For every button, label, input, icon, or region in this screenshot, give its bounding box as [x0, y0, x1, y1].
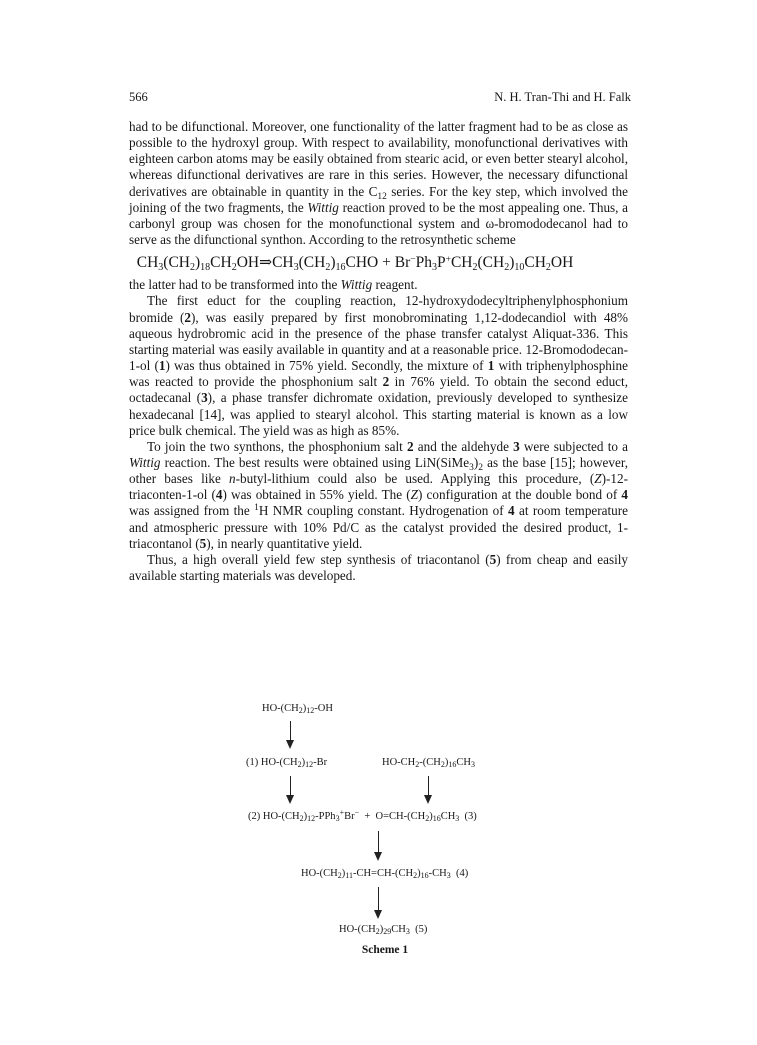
page-number: 566	[129, 90, 148, 104]
body-text	[129, 119, 628, 584]
scheme-start-diol: $HO-(CH_2)_{12}-OH$	[262, 703, 333, 715]
scheme-compound-4: $HO-(CH_2)_{11}-CH=CH-(CH_2)_{16}-CH_3$ (4)	[301, 868, 469, 880]
scheme-compound-2-3: (2) $HO-(CH_2)_{12}-PPh_3^+Br^- + O=CH-(CH_2)_{16}CH_3$ (3)	[248, 808, 477, 823]
paragraph-3: The first educt for the coupling reaction, 12-hydroxydodecyltriphenylphosphonium bromide (2), was easily prepared by first monobrominating 1,12-dodecandiol with 48% aqueous hydrobromic acid in the presence of the phase transfer catalyst Aliquat-336. This starting material was easily available in quantity and at a reasonable price. 12-Bromododecan-1-ol (1) was thus obtained in 75% yield. Secondly, the mixture of 1 with triphenylphosphine was reacted to provide the phosphonium salt 2 in 76% yield. To obtain the second educt, octadecanal (3), a phase transfer dichromate oxidation, previously developed to synthesize hexadecanal [14], was applied to stearyl alcohol. This starting material is known as a low price bulk chemical. The yield was as high as 85%.	[129, 293, 629, 438]
scheme-stearyl-alcohol: $HO-CH_2-(CH_2)_{16}CH_3$	[382, 757, 475, 769]
running-header-authors: N. H. Tran-Thi and H. Falk	[494, 90, 631, 104]
paragraph-4: To join the two synthons, the phosphonium salt 2 and the aldehyde 3 were subjected to a Wittig reaction. The best results were obtained using $LiN(SiMe_3)_2$ as the base [15]; however, other bases like n-butyl-lithium could also be used. Applying this procedure, (Z)-12-triaconten-1-ol (4) was obtained in 55% yield. The (Z) configuration at the double bond of 4 was assigned from the $^1$H NMR coupling constant. Hydrogenation of 4 at room temperature and atmospheric pressure with 10% Pd/C as the catalyst provided the desired product, 1-triacontanol (5), in nearly quantitative yield.	[129, 438, 629, 551]
paragraph-5: Thus, a high overall yield few step synthesis of triacontanol (5) from cheap and easily available starting materials was developed.	[129, 551, 628, 584]
scheme-compound-1: (1) $HO-(CH_2)_{12}-Br$	[246, 757, 328, 769]
paragraph-2: the latter had to be transformed into the Wittig reagent.	[129, 277, 418, 293]
paragraph-1: had to be difunctional. Moreover, one functionality of the latter fragment had to be as close as possible to the hydroxyl group. With respect to availability, monofunctional derivatives with eighteen carbon atoms may be easily obtained from stearic acid, or even better stearyl alcohol, whereas difunctional derivatives are rare in this series. However, the necessary difunctional derivatives are obtainable in quantity in the $C_{12}$ series. For the key step, which involved the joining of the two fragments, the Wittig reaction proved to be the most appealing one. Thus, a carbonyl group was chosen for the monofunctional system and ω-bromododecanol had to serve as the difunctional synthon. According to the retrosynthetic scheme	[129, 119, 629, 248]
retrosynthetic-equation: $CH_3(CH_2)_{18}CH_2OH\Rightarrow CH_3(CH_2)_{16}CHO + Br^-Ph_3P^+CH_2(CH_2)_{10}CH_2OH$	[129, 254, 574, 274]
scheme-caption: Scheme 1	[361, 944, 409, 956]
scheme-compound-5: $HO-(CH_2)_{29}CH_3$ (5)	[339, 924, 428, 936]
